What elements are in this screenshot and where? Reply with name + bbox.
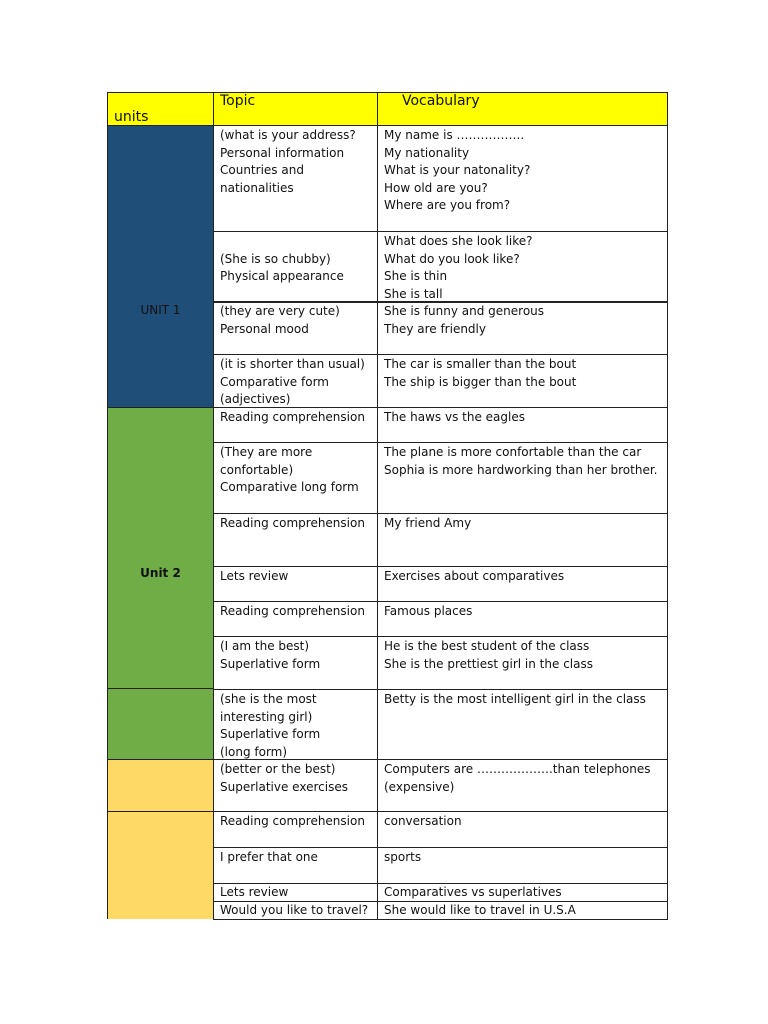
header-vocabulary: Vocabulary bbox=[402, 93, 480, 109]
unit-2-block bbox=[107, 407, 214, 689]
unit-2-label: Unit 2 bbox=[140, 566, 181, 580]
unit-3-block-a bbox=[107, 759, 214, 812]
vocabulary-cell: Exercises about comparatives bbox=[377, 566, 668, 602]
vocabulary-cell: My friend Amy bbox=[377, 513, 668, 567]
header-topic-cell bbox=[213, 92, 378, 126]
header-vocabulary-cell bbox=[377, 92, 668, 126]
vocabulary-cell: My name is …………….. My nationality What is your natonality? How old are you? Where are you from? bbox=[377, 125, 668, 232]
topic-cell: (She is so chubby) Physical appearance bbox=[213, 231, 378, 303]
topic-cell: I prefer that one bbox=[213, 847, 378, 884]
topic-cell: Lets review bbox=[213, 566, 378, 602]
vocabulary-cell: sports bbox=[377, 847, 668, 884]
vocabulary-cell: Betty is the most intelligent girl in the class bbox=[377, 689, 668, 760]
topic-cell: (it is shorter than usual) Comparative form (adjectives) bbox=[213, 354, 378, 408]
vocabulary-cell: conversation bbox=[377, 811, 668, 848]
topic-cell: (They are more confortable) Comparative long form bbox=[213, 442, 378, 514]
unit-2-extension-block bbox=[107, 688, 214, 760]
vocabulary-cell: The plane is more confortable than the car Sophia is more hardworking than her brother. bbox=[377, 442, 668, 514]
vocabulary-cell: She would like to travel in U.S.A bbox=[377, 901, 668, 920]
topic-cell: Reading comprehension bbox=[213, 513, 378, 567]
header-units-cell bbox=[107, 92, 214, 126]
vocabulary-cell: Famous places bbox=[377, 601, 668, 637]
topic-cell: (better or the best) Superlative exercises bbox=[213, 759, 378, 812]
vocabulary-cell: The car is smaller than the bout The ship is bigger than the bout bbox=[377, 354, 668, 408]
unit-1-label: UNIT 1 bbox=[140, 303, 181, 317]
vocabulary-cell: Comparatives vs superlatives bbox=[377, 883, 668, 902]
topic-cell: (she is the most interesting girl) Superlative form (long form) bbox=[213, 689, 378, 760]
topic-cell: (they are very cute) Personal mood bbox=[213, 301, 378, 355]
topic-cell: (what is your address? Personal information Countries and nationalities bbox=[213, 125, 378, 232]
unit-3-block-b bbox=[107, 811, 214, 919]
topic-cell: (I am the best) Superlative form bbox=[213, 636, 378, 690]
header-units: units bbox=[114, 109, 149, 125]
header-topic: Topic bbox=[220, 93, 256, 109]
topic-cell: Would you like to travel? bbox=[213, 901, 378, 920]
vocabulary-cell: What does she look like? What do you look like? She is thin She is tall bbox=[377, 231, 668, 303]
topic-cell: Lets review bbox=[213, 883, 378, 902]
vocabulary-cell: He is the best student of the class She is the prettiest girl in the class bbox=[377, 636, 668, 690]
topic-cell: Reading comprehension bbox=[213, 811, 378, 848]
unit-1-block bbox=[107, 125, 214, 408]
vocabulary-cell: Computers are ……………….than telephones (expensive) bbox=[377, 759, 668, 812]
topic-cell: Reading comprehension bbox=[213, 407, 378, 443]
vocabulary-cell: The haws vs the eagles bbox=[377, 407, 668, 443]
topic-cell: Reading comprehension bbox=[213, 601, 378, 637]
vocabulary-cell: She is funny and generous They are friendly bbox=[377, 301, 668, 355]
